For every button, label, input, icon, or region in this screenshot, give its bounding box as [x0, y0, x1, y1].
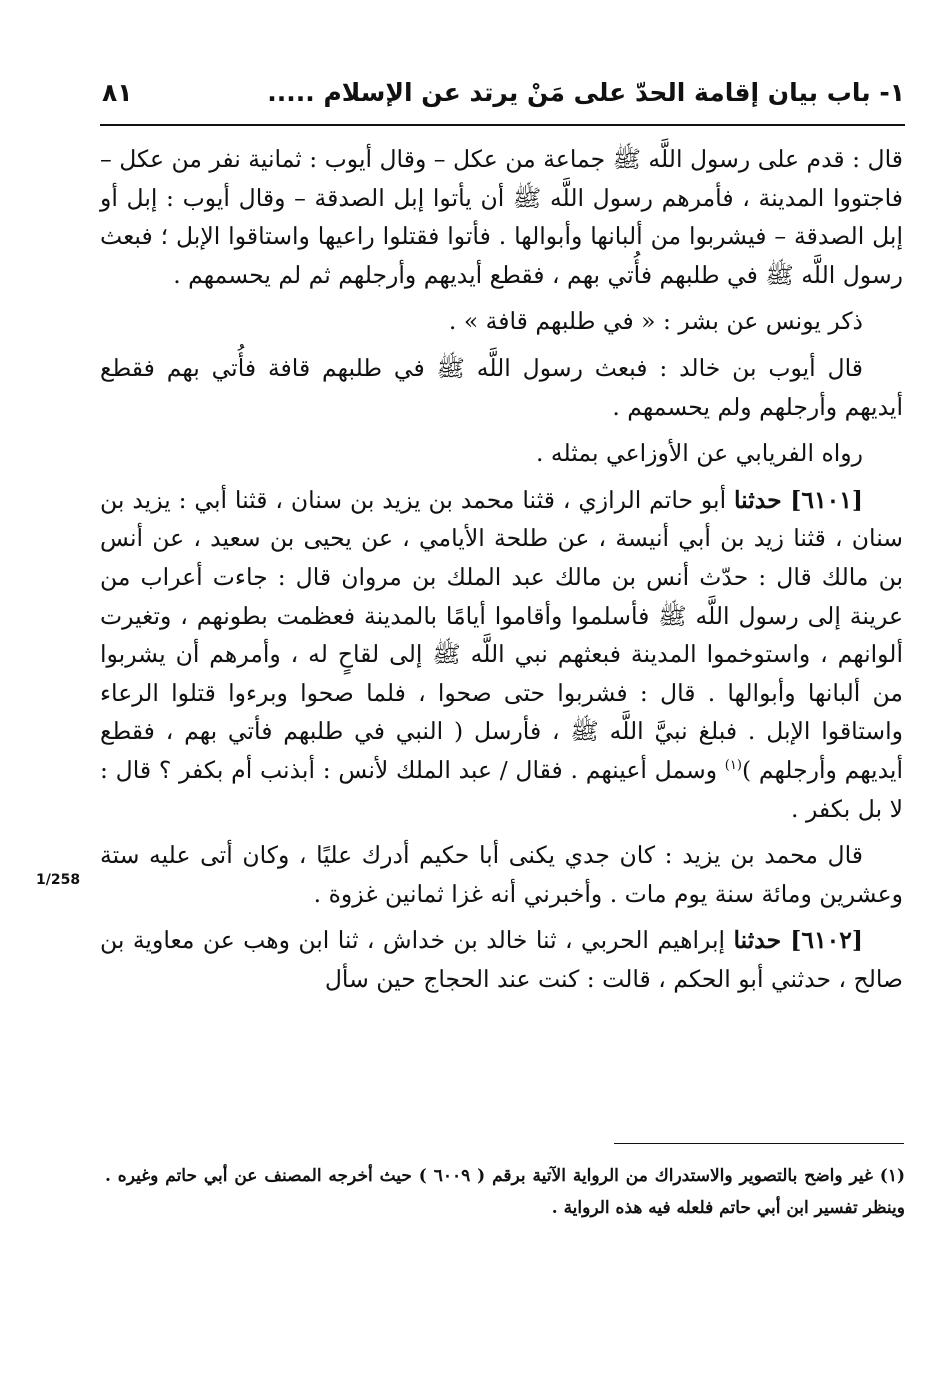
manuscript-folio-note: 1/258	[36, 872, 81, 888]
paragraph-text: ذكر يونس عن بشر : « في طلبهم قافة » .	[448, 307, 863, 336]
main-text	[100, 140, 903, 998]
footnote	[105, 1160, 905, 1224]
paragraph-text: قال محمد بن يزيد : كان جدي يكنى أبا حكيم أدرك عليًا ، وكان أتى عليه ستة وعشرين ومائة سنة يوم مات . وأخبرني أنه غزا ثمانين غزوة .	[100, 841, 903, 908]
paragraph-text: قال : قدم على رسول اللَّه ﷺ جماعة من عكل – وقال أيوب : ثمانية نفر من عكل – فاجتووا المدينة ، فأمرهم رسول اللَّه ﷺ أن يأتوا إبل الصدقة – وقال أيوب : إبل أو إبل الصدقة – فيشربوا من ألبانها وأبوالها . فأتوا فقتلوا راعيها واستاقوا الإبل ؛ فبعث رسول اللَّه ﷺ في طلبهم فأُتي بهم ، فقطع أيديهم وأرجلهم ثم لم يحسمهم .	[100, 145, 903, 289]
paragraph-6	[100, 836, 903, 913]
paragraph-2	[100, 302, 903, 341]
hadith-number-6102: [٦١٠٢] حدثنا	[733, 926, 863, 955]
hadith-6102	[100, 921, 903, 998]
paragraph-text: رواه الفريابي عن الأوزاعي بمثله .	[535, 439, 863, 468]
page-number: ٨١	[102, 78, 133, 107]
paragraph-4	[100, 434, 903, 473]
page-header	[100, 78, 905, 118]
paragraph-1	[100, 140, 903, 294]
hadith-6101	[100, 481, 903, 828]
paragraph-text: قال أيوب بن خالد : فبعث رسول اللَّه ﷺ في طلبهم قافة فأُتي بهم فقطع أيديهم وأرجلهم ولم يحسمهم .	[100, 353, 903, 421]
chapter-title: ١- باب بيان إقامة الحدّ على مَنْ يرتد عن الإسلام .....	[267, 78, 905, 107]
footnote-text: (١) غير واضح بالتصوير والاستدراك من الرواية الآتية برقم ( ٦٠٠٩ ) حيث أخرجه المصنف عن أبي حاتم وغيره . وينظر تفسير ابن أبي حاتم فلعله فيه هذه الرواية .	[105, 1166, 905, 1218]
header-divider	[100, 124, 905, 126]
footnote-marker: (١)	[724, 758, 742, 774]
paragraph-text: أبو حاتم الرازي ، قثنا محمد بن يزيد بن سنان ، قثنا أبي : يزيد بن سنان ، قثنا زيد بن أبي أنيسة ، عن طلحة الأيامي ، عن يحيى بن سعيد ، عن أنس بن مالك قال : حدّث أنس بن مالك عبد الملك بن مروان قال : جاءت أعراب من عرينة إلى رسول اللَّه ﷺ فأسلموا وأقاموا أيامًا بالمدينة فعظمت بطونهم ، وتغيرت ألوانهم ، واستوخموا المدينة فبعثهم نبي اللَّه ﷺ إلى لقاحٍ له ، وأمرهم أن يشربوا من ألبانها وأبوالها . قال : فشربوا حتى صحوا ، فلما صحوا وبرءوا قتلوا الرعاء واستاقوا الإبل . فبلغ نبيَّ اللَّه ﷺ ، فأرسل ( النبي في طلبهم فأتي بهم ، فقطع أيديهم وأرجلهم )	[100, 485, 903, 784]
paragraph-3	[100, 349, 903, 426]
footnote-divider	[614, 1143, 904, 1144]
paragraph-text: وسمل أعينهم . فقال / عبد الملك لأنس : أبذنب أم بكفر ؟ قال : لا بل بكفر .	[100, 755, 903, 823]
paragraph-text: إبراهيم الحربي ، ثنا خالد بن خداش ، ثنا ابن وهب عن معاوية بن صالح ، حدثني أبو الحكم ، قالت : كنت عند الحجاج حين سأل	[100, 926, 903, 993]
hadith-number-6101: [٦١٠١] حدثنا	[733, 485, 863, 514]
